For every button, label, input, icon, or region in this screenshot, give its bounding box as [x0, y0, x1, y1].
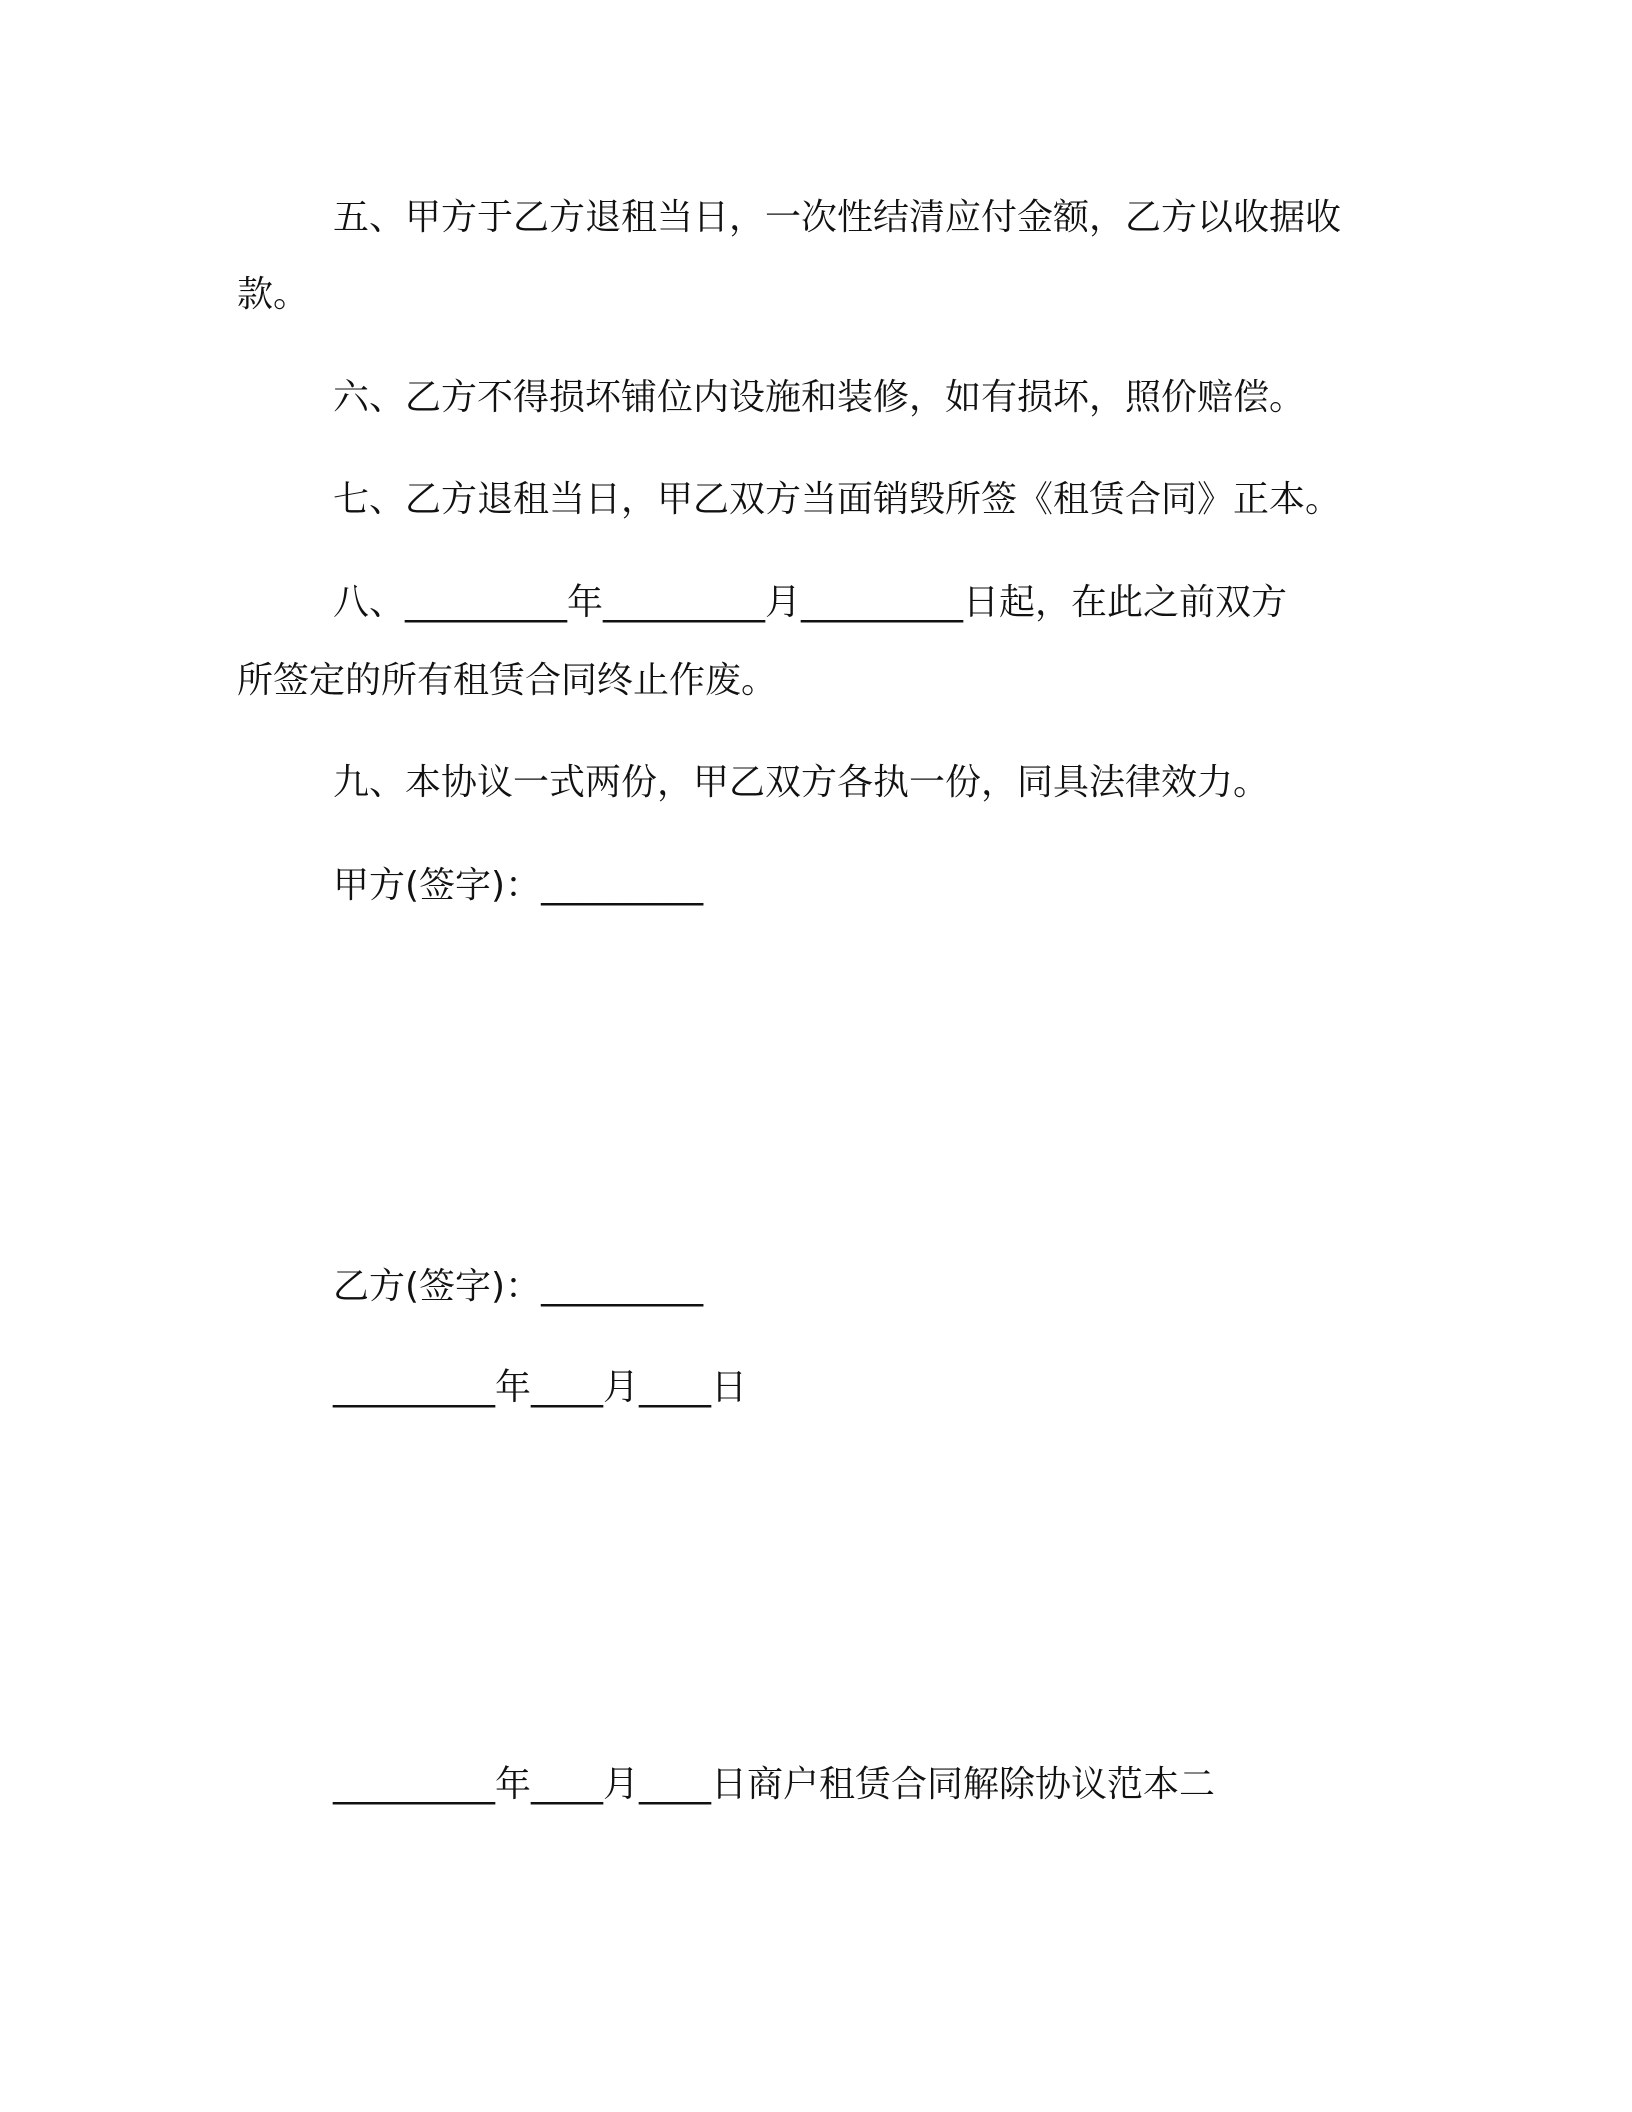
clause-8-line-2: 所签定的所有租赁合同终止作废。 [237, 660, 778, 701]
clause-7: 七、乙方退租当日，甲乙双方当面销毁所签《租赁合同》正本。 [333, 479, 1342, 520]
clause-6: 六、乙方不得损坏铺位内设施和装修，如有损坏，照价赔偿。 [333, 377, 1306, 418]
clause-9: 九、本协议一式两份，甲乙双方各执一份，同具法律效力。 [333, 762, 1270, 803]
signing-date: _________年____月____日 [333, 1367, 747, 1408]
next-section-title: _________年____月____日商户租赁合同解除协议范本二 [333, 1764, 1216, 1805]
party-b-signature: 乙方(签字)：_________ [333, 1266, 704, 1307]
clause-8-line-1: 八、_________年_________月_________日起，在此之前双方 [333, 582, 1288, 623]
clause-5-line-1: 五、甲方于乙方退租当日，一次性结清应付金额，乙方以收据收 [333, 197, 1342, 238]
clause-5-line-2: 款。 [237, 274, 310, 315]
party-a-signature: 甲方(签字)：_________ [333, 865, 704, 906]
